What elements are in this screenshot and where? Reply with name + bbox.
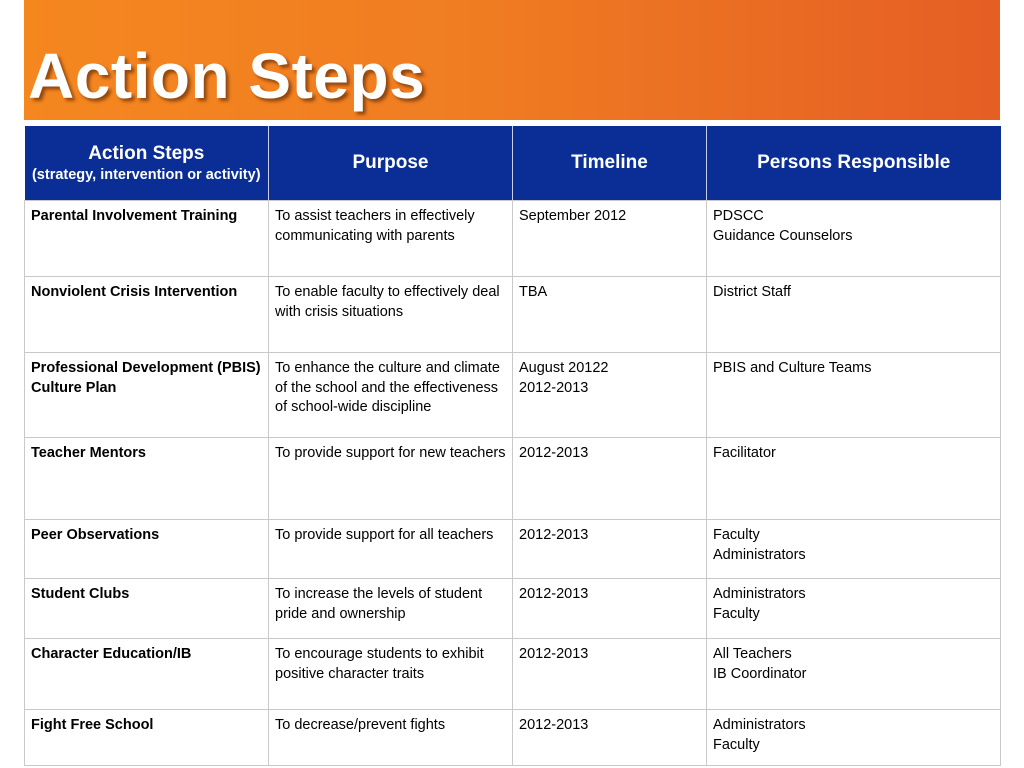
timeline-cell-line: 2012-2013 [519, 646, 589, 662]
action-step-cell [25, 277, 269, 353]
timeline-cell-line: TBA [519, 284, 548, 300]
action-step-cell-line: Culture Plan [31, 379, 117, 396]
persons-responsible-cell [707, 438, 1001, 520]
action-step-cell [25, 520, 269, 579]
action-step-cell-line: Fight Free School [31, 717, 154, 733]
timeline-cell [513, 438, 707, 520]
persons-responsible-cell-line: Faculty [713, 736, 760, 753]
persons-responsible-cell-line: District Staff [713, 284, 791, 300]
persons-responsible-cell-line: All Teachers [713, 646, 792, 662]
purpose-cell [269, 201, 513, 277]
table-row [25, 201, 1001, 277]
purpose-cell-line: To increase the levels of student pride and ownership [275, 586, 483, 622]
persons-responsible-cell-line: Guidance Counselors [713, 227, 853, 244]
timeline-cell [513, 579, 707, 639]
persons-responsible-cell [707, 579, 1001, 639]
header-action-steps [25, 126, 269, 201]
persons-responsible-cell [707, 201, 1001, 277]
action-step-cell-line: Peer Observations [31, 527, 160, 543]
table-row [25, 277, 1001, 353]
purpose-cell [269, 353, 513, 438]
action-step-cell [25, 201, 269, 277]
purpose-cell [269, 579, 513, 639]
header-action-steps-sub: (strategy, intervention or activity) [31, 166, 261, 183]
purpose-cell [269, 710, 513, 766]
purpose-cell-line: To enhance the culture and climate of the school and the effectiveness of school-wide discipline [275, 360, 500, 415]
table-row [25, 353, 1001, 438]
persons-responsible-cell-line: Administrators [713, 546, 806, 563]
page-title: Action Steps [28, 40, 426, 112]
timeline-cell [513, 710, 707, 766]
persons-responsible-cell [707, 710, 1001, 766]
action-step-cell-line: Teacher Mentors [31, 445, 146, 461]
purpose-cell-line: To enable faculty to effectively deal with crisis situations [275, 284, 500, 320]
title-banner [24, 0, 1000, 120]
timeline-cell-line: 2012-2013 [519, 445, 589, 461]
persons-responsible-cell-line: Faculty [713, 527, 760, 543]
action-step-cell-line: Professional Development (PBIS) [31, 360, 261, 376]
timeline-cell-line: 2012-2013 [519, 586, 589, 602]
timeline-cell-line: August 20122 [519, 360, 609, 376]
persons-responsible-cell-line: Faculty [713, 605, 760, 622]
persons-responsible-cell-line: IB Coordinator [713, 665, 807, 682]
purpose-cell [269, 438, 513, 520]
purpose-cell-line: To decrease/prevent fights [275, 717, 446, 733]
persons-responsible-cell-line: Facilitator [713, 445, 776, 461]
header-purpose: Purpose [269, 126, 513, 201]
action-step-cell-line: Nonviolent Crisis Intervention [31, 284, 238, 300]
persons-responsible-cell [707, 639, 1001, 710]
action-step-cell [25, 639, 269, 710]
purpose-cell-line: To assist teachers in effectively communicating with parents [275, 208, 475, 244]
purpose-cell [269, 520, 513, 579]
action-step-cell [25, 353, 269, 438]
action-step-cell-line: Character Education/IB [31, 646, 192, 662]
table-row [25, 710, 1001, 766]
action-step-cell-line: Student Clubs [31, 586, 130, 602]
timeline-cell [513, 277, 707, 353]
action-step-cell [25, 579, 269, 639]
header-timeline: Timeline [513, 126, 707, 201]
timeline-cell [513, 201, 707, 277]
purpose-cell-line: To provide support for all teachers [275, 527, 494, 543]
timeline-cell-line: 2012-2013 [519, 717, 589, 733]
timeline-cell-line: September 2012 [519, 208, 627, 224]
purpose-cell [269, 639, 513, 710]
table-row [25, 520, 1001, 579]
purpose-cell [269, 277, 513, 353]
action-steps-table [24, 126, 1001, 766]
purpose-cell-line: To encourage students to exhibit positive character traits [275, 646, 484, 682]
table-row [25, 438, 1001, 520]
persons-responsible-cell-line: PDSCC [713, 208, 764, 224]
table-row [25, 579, 1001, 639]
timeline-cell [513, 639, 707, 710]
purpose-cell-line: To provide support for new teachers [275, 445, 506, 461]
persons-responsible-cell [707, 353, 1001, 438]
table-row [25, 639, 1001, 710]
persons-responsible-cell [707, 520, 1001, 579]
timeline-cell-line: 2012-2013 [519, 527, 589, 543]
timeline-cell-line: 2012-2013 [519, 379, 589, 396]
action-step-cell-line: Parental Involvement Training [31, 208, 238, 224]
persons-responsible-cell [707, 277, 1001, 353]
action-step-cell [25, 710, 269, 766]
action-step-cell [25, 438, 269, 520]
timeline-cell [513, 353, 707, 438]
persons-responsible-cell-line: PBIS and Culture Teams [713, 360, 872, 376]
table-header-row [25, 126, 1001, 201]
persons-responsible-cell-line: Administrators [713, 586, 806, 602]
persons-responsible-cell-line: Administrators [713, 717, 806, 733]
timeline-cell [513, 520, 707, 579]
header-persons-responsible: Persons Responsible [707, 126, 1001, 201]
header-action-steps-label: Action Steps [88, 142, 205, 164]
